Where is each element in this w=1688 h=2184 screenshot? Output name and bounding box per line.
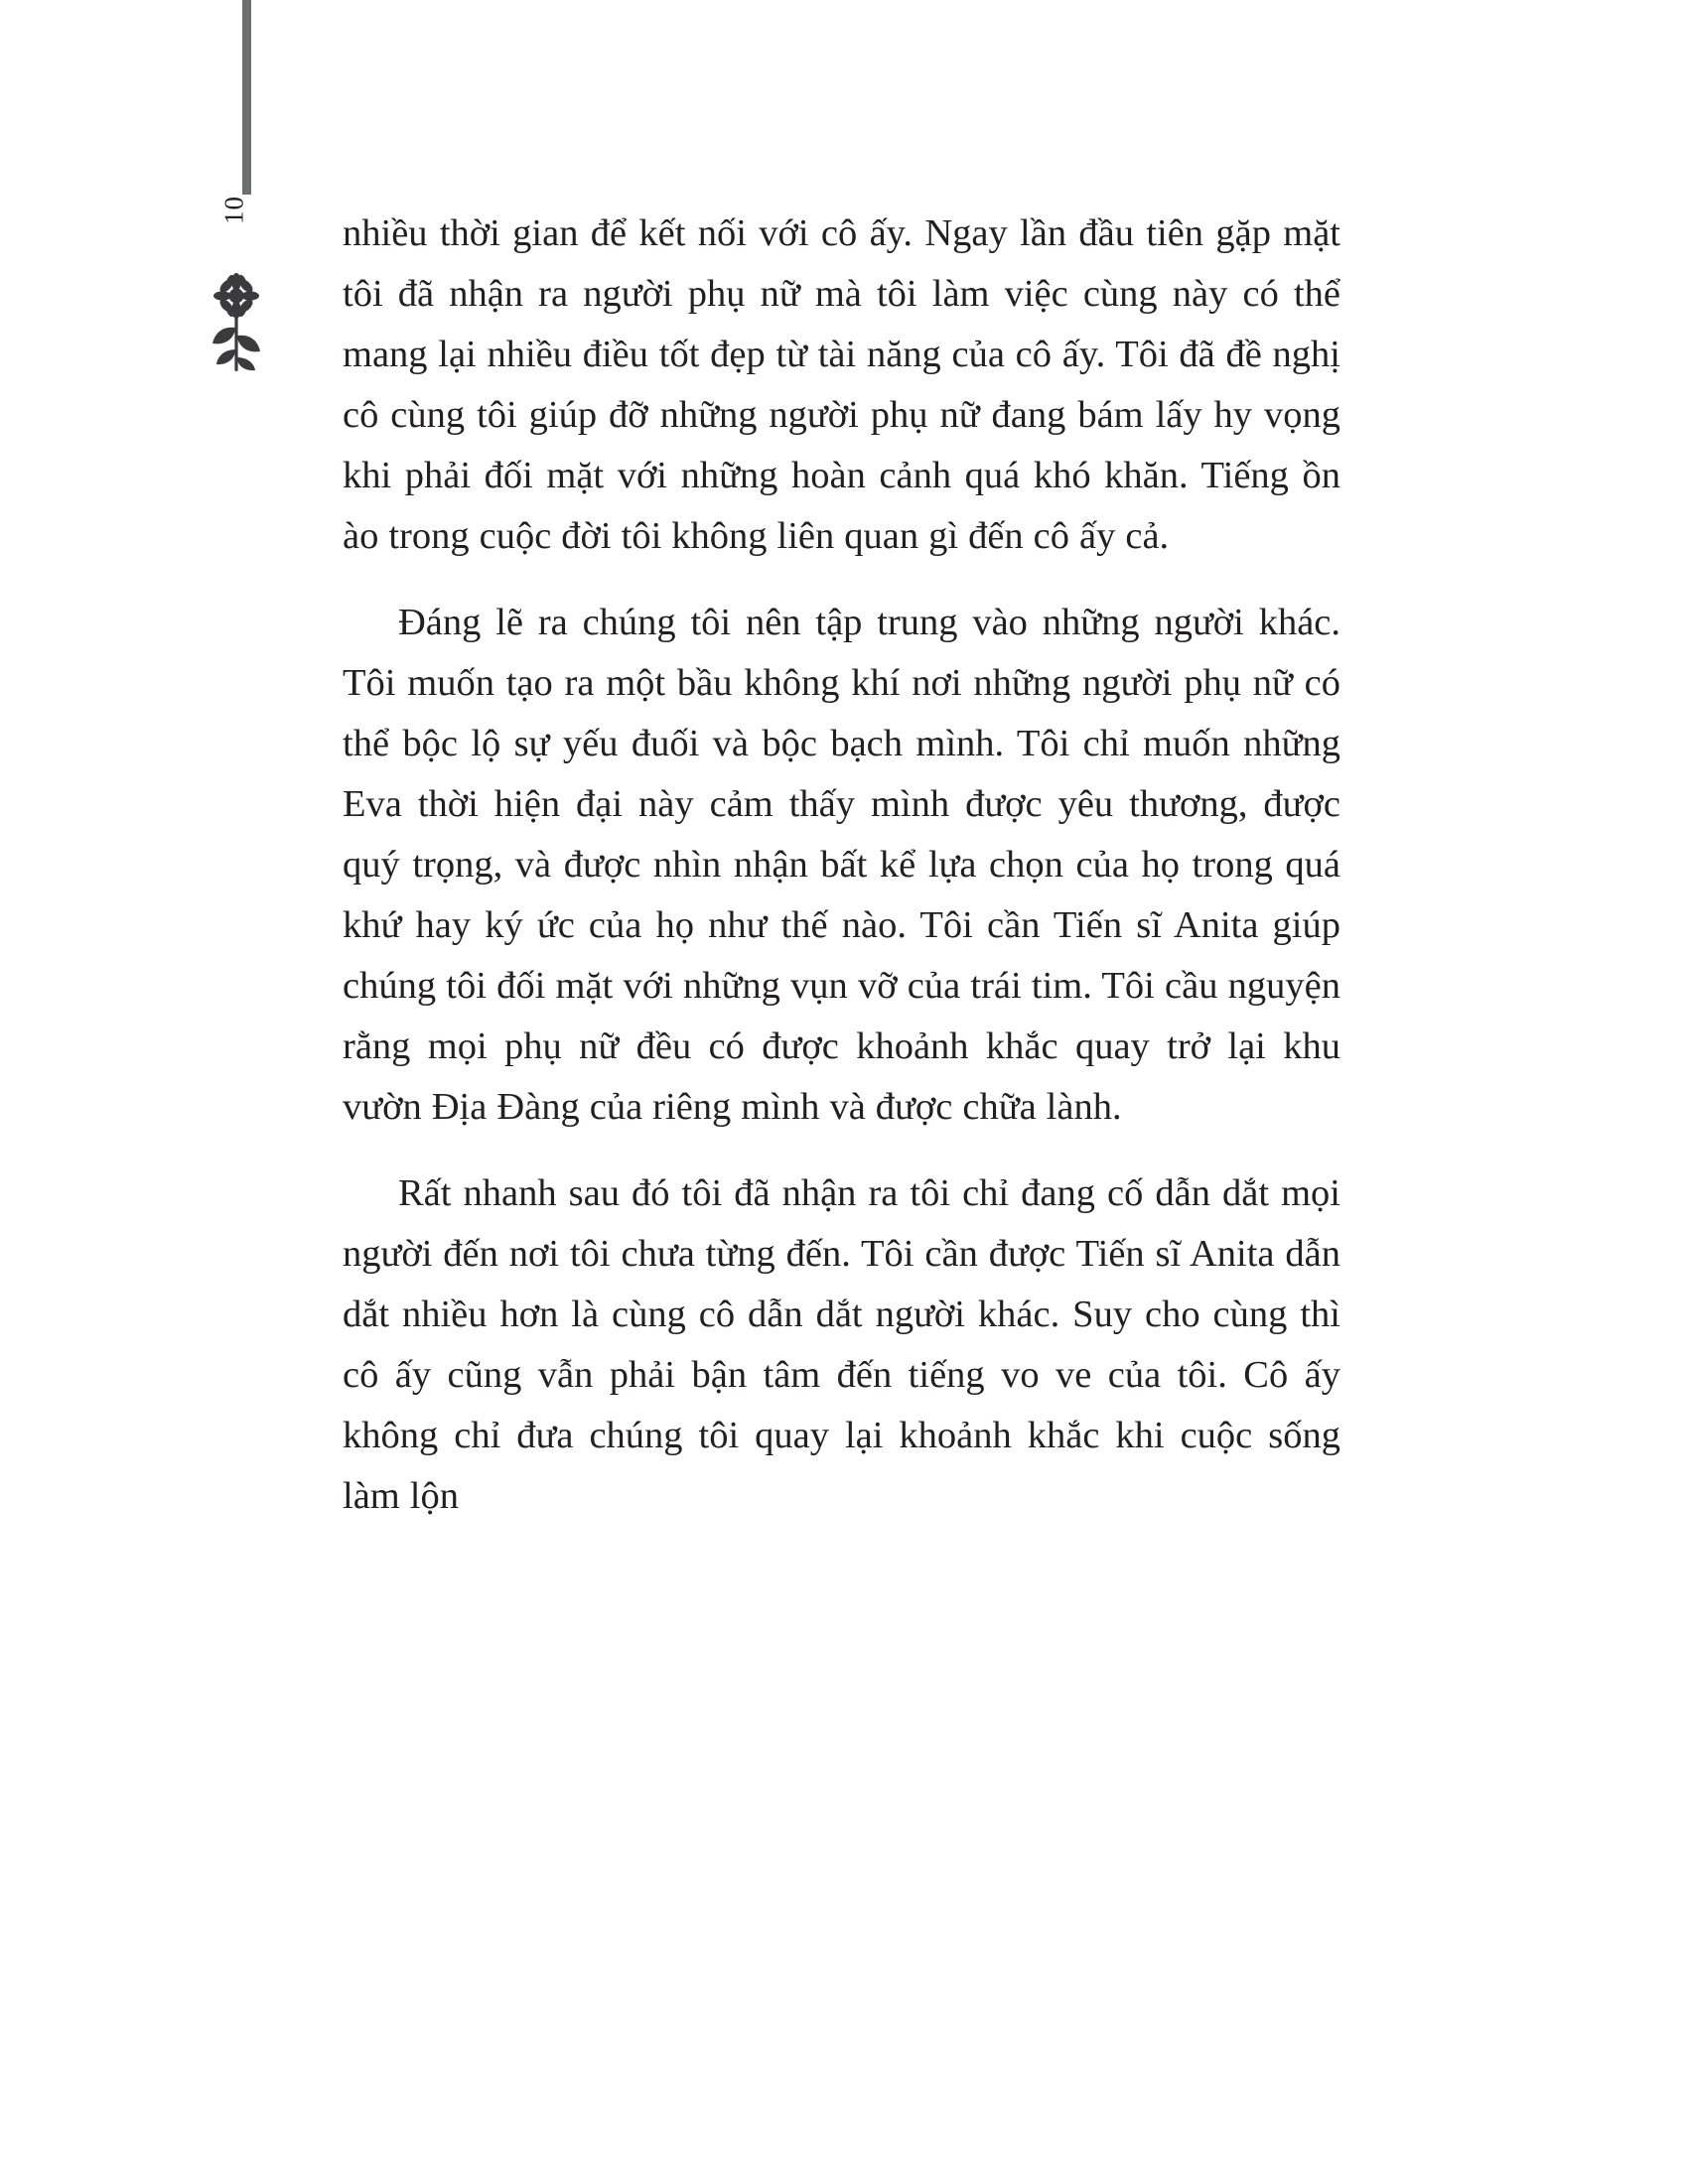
paragraph: Đáng lẽ ra chúng tôi nên tập trung vào những người khác. Tôi muốn tạo ra một bầu không khí nơi những người phụ nữ có thể bộc lộ sự yếu đuối và bộc bạch mình. Tôi chỉ muốn những Eva thời hiện đại này cảm thấy mình được yêu thương, được quý trọng, và được nhìn nhận bất kể lựa chọn của họ trong quá khứ hay ký ức của họ như thế nào. Tôi cần Tiến sĩ Anita giúp chúng tôi đối mặt với những vụn vỡ của trái tim. Tôi cầu nguyện rằng mọi phụ nữ đều có được khoảnh khắc quay trở lại khu vườn Địa Đàng của riêng mình và được chữa lành. — [343, 602, 1340, 1129]
body-text-column — [343, 204, 1340, 1527]
flower-ornament-icon — [195, 270, 278, 381]
margin-rule-decoration — [242, 0, 251, 195]
paragraph: Rất nhanh sau đó tôi đã nhận ra tôi chỉ đang cố dẫn dắt mọi người đến nơi tôi chưa từng đến. Tôi cần được Tiến sĩ Anita dẫn dắt nhiều hơn là cùng cô dẫn dắt người khác. Suy cho cùng thì cô ấy cũng vẫn phải bận tâm đến tiếng vo ve của tôi. Cô ấy không chỉ đưa chúng tôi quay lại khoảnh khắc khi cuộc sống làm lộn — [343, 1172, 1340, 1518]
paragraph: nhiều thời gian để kết nối với cô ấy. Ngay lần đầu tiên gặp mặt tôi đã nhận ra người phụ nữ mà tôi làm việc cùng này có thể mang lại nhiều điều tốt đẹp từ tài năng của cô ấy. Tôi đã đề nghị cô cùng tôi giúp đỡ những người phụ nữ đang bám lấy hy vọng khi phải đối mặt với những hoàn cảnh quá khó khăn. Tiếng ồn ào trong cuộc đời tôi không liên quan gì đến cô ấy cả. — [343, 212, 1340, 558]
page-number: 10 — [218, 196, 249, 224]
